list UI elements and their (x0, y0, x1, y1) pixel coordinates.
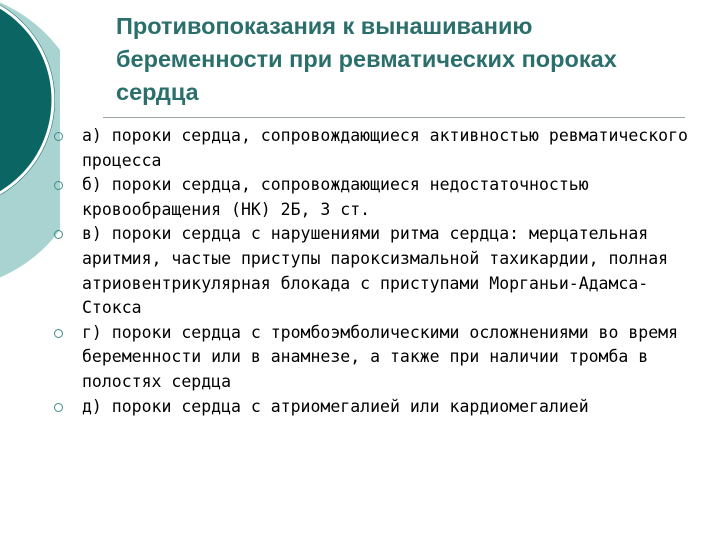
bullet-text: г) пороки сердца с тромбоэмболическими осложнениями во время беременности или в анамнезе, а также при наличии тромба в полостях сердца (82, 322, 679, 391)
list-item (54, 173, 694, 222)
bullet-text: д) пороки сердца с атриомегалией или кардиомегалией (82, 396, 589, 416)
hollow-circle-icon (54, 132, 63, 141)
bullet-text: в) пороки сердца с нарушениями ритма сердца: мерцательная аритмия, частые приступы пароксизмальной тахикардии, полная атриовентрикулярная блокада с приступами Морганьи-Адамса-Стокса (82, 224, 669, 318)
list-item (54, 222, 694, 320)
hollow-circle-icon (54, 181, 63, 190)
bullet-text: б) пороки сердца, сопровождающиеся недостаточностью кровообращения (НК) 2Б, 3 ст. (82, 175, 589, 219)
title-divider (103, 117, 685, 118)
slide-title: Противопоказания к вынашиванию беременности при ревматических пороках сердца (116, 13, 617, 105)
bullet-list (54, 124, 694, 419)
hollow-circle-icon (54, 329, 63, 338)
bullet-text: а) пороки сердца, сопровождающиеся активностью ревматического процесса (82, 126, 688, 170)
list-item (54, 321, 694, 395)
hollow-circle-icon (54, 230, 63, 239)
list-item (54, 395, 694, 420)
list-item (54, 124, 694, 173)
hollow-circle-icon (54, 403, 63, 412)
decorative-circles (0, 0, 60, 290)
